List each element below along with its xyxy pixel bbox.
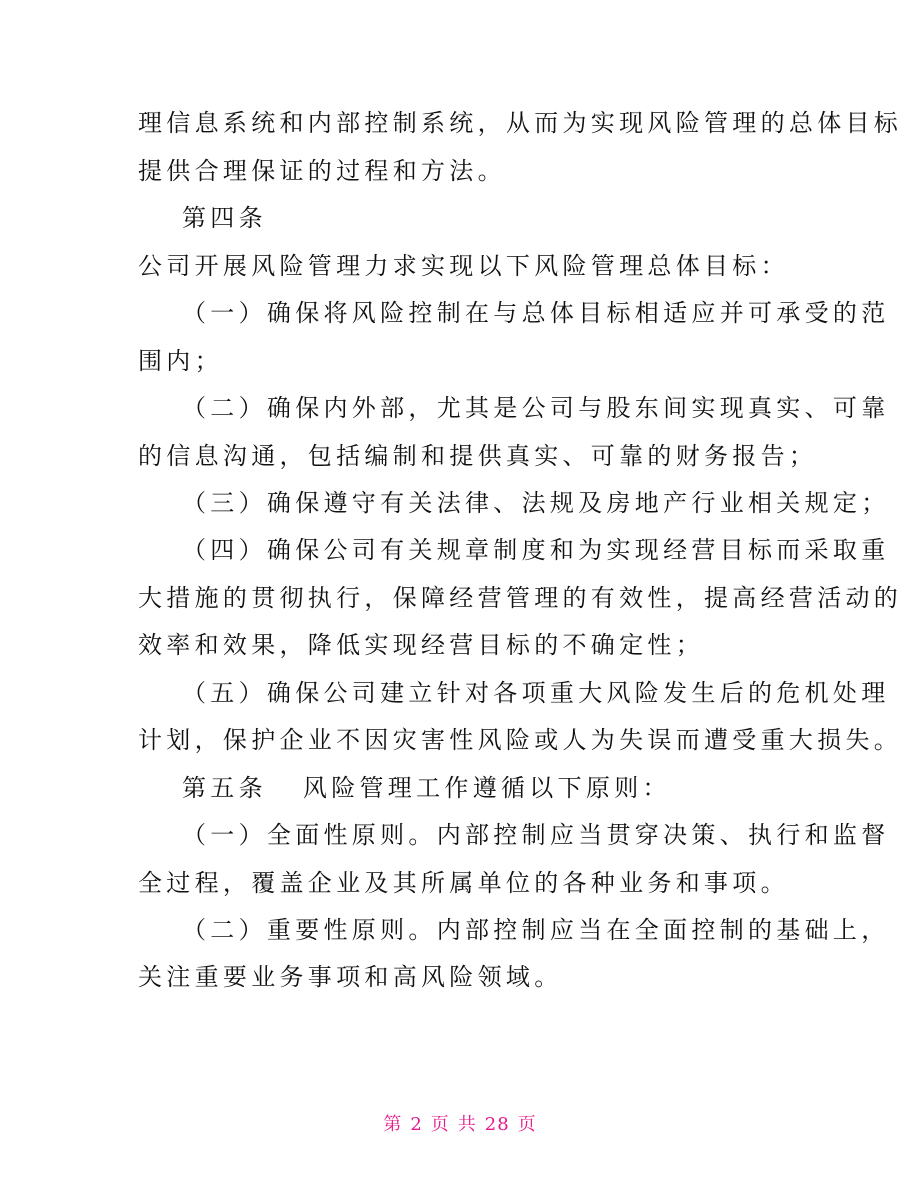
text-line: 效率和效果，降低实现经营目标的不确定性； [138,631,704,659]
text-line: 的信息沟通，包括编制和提供真实、可靠的财务报告； [138,442,818,470]
text-line: 大措施的贯彻执行，保障经营管理的有效性，提高经营活动的 [138,584,903,612]
page-number-footer [0,1114,920,1136]
text-line: 围内； [138,347,223,375]
text-line: （四）确保公司有关规章制度和为实现经营目标而采取重 [182,536,890,564]
footer-label: 第 [383,1114,403,1135]
text-line: （五）确保公司建立针对各项重大风险发生后的危机处理 [182,679,890,707]
text-line: 全过程，覆盖企业及其所属单位的各种业务和事项。 [138,869,789,897]
text-line: （三）确保遵守有关法律、法规及房地产行业相关规定； [182,489,890,517]
text-line: 计划，保护企业不因灾害性风险或人为失误而遭受重大损失。 [138,726,903,754]
text-line: 公司开展风险管理力求实现以下风险管理总体目标： [138,252,789,280]
article-5-text: 风险管理工作遵循以下原则： [302,774,671,802]
footer-label: 页 [430,1114,450,1135]
text-line: （二）确保内外部，尤其是公司与股东间实现真实、可靠 [182,394,890,422]
text-line: 理信息系统和内部控制系统，从而为实现风险管理的总体目标 [138,109,903,137]
article-5-line [182,773,671,803]
footer-label: 共 [457,1114,477,1135]
text-line: （一）确保将风险控制在与总体目标相适应并可承受的范 [182,299,890,327]
text-line: 关注重要业务事项和高风险领域。 [138,963,563,991]
current-page-number: 2 [410,1114,423,1135]
text-line: 提供合理保证的过程和方法。 [138,157,506,185]
article-5-heading: 第五条 [182,774,267,802]
total-page-count: 28 [484,1114,510,1135]
article-4-heading: 第四条 [182,204,267,232]
footer-label: 页 [517,1114,537,1135]
text-line: （一）全面性原则。内部控制应当贯穿决策、执行和监督 [182,821,890,849]
text-line: （二）重要性原则。内部控制应当在全面控制的基础上， [182,916,890,944]
